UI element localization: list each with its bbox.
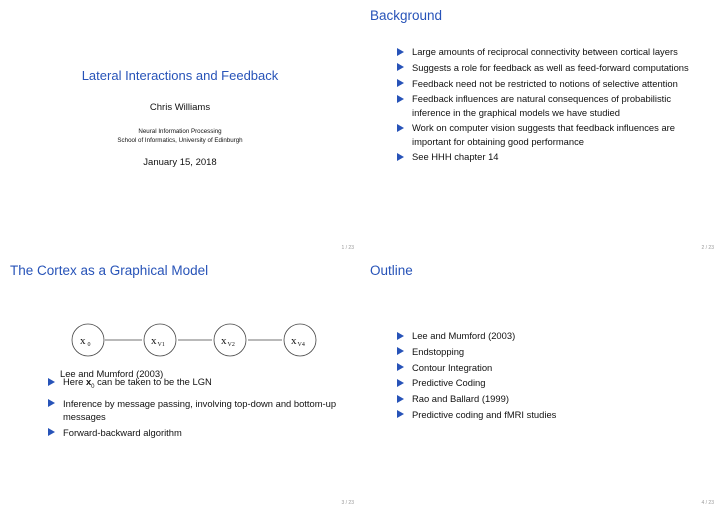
list-item	[395, 121, 701, 147]
list-item	[395, 329, 695, 342]
list-item	[395, 150, 701, 163]
text-part: can be taken to be the LGN	[94, 376, 212, 387]
list-item-text: Work on computer vision suggests that feedback influences are important for obtaining good performance	[412, 122, 675, 147]
triangle-bullet-icon	[48, 399, 55, 407]
triangle-bullet-icon	[397, 347, 404, 355]
slide-3	[0, 255, 360, 510]
list-item	[395, 376, 695, 389]
list-item-text: Large amounts of reciprocal connectivity between cortical layers	[412, 46, 678, 57]
list-item-text: Inference by message passing, involving top-down and bottom-up messages	[63, 397, 337, 422]
bullet-list	[46, 375, 346, 441]
institution-line-2: School of Informatics, University of Edinburgh	[117, 136, 243, 144]
list-item-text: Predictive coding and fMRI studies	[412, 408, 557, 420]
list-item-text: Lee and Mumford (2003)	[412, 330, 516, 341]
bullet-list	[395, 45, 701, 166]
triangle-bullet-icon	[397, 395, 404, 403]
list-item	[395, 361, 695, 374]
triangle-bullet-icon	[397, 48, 404, 56]
list-item-text	[63, 376, 212, 390]
list-item	[46, 426, 346, 439]
list-item	[395, 45, 701, 58]
node-label: x	[151, 335, 157, 347]
triangle-bullet-icon	[48, 378, 55, 386]
list-item-text: Contour Integration	[412, 361, 493, 373]
triangle-bullet-icon	[397, 363, 404, 371]
triangle-bullet-icon	[397, 379, 404, 387]
text-part: Here	[63, 376, 86, 387]
institution-line-1: Neural Information Processing	[138, 128, 222, 135]
list-item-text: Feedback influences are natural consequences of probabilistic inference in the graphical models we have studied	[412, 93, 672, 118]
graph-node-xv2	[214, 324, 246, 356]
list-item	[46, 375, 346, 394]
list-item	[395, 61, 701, 74]
triangle-bullet-icon	[397, 63, 404, 71]
node-subscript: V1	[157, 342, 165, 348]
frame-title: Background	[370, 8, 443, 23]
list-item-text: Feedback need not be restricted to notions of selective attention	[412, 77, 678, 89]
list-item-text: Predictive Coding	[412, 377, 486, 389]
presentation-title: Lateral Interactions and Feedback	[81, 68, 279, 83]
list-item	[395, 408, 695, 421]
frame-title: Outline	[370, 263, 413, 278]
page-number: 4 / 23	[701, 500, 714, 506]
list-item-text: Endstopping	[412, 345, 465, 357]
list-item	[395, 92, 701, 118]
presentation-date: January 15, 2018	[143, 157, 217, 168]
frame-title: The Cortex as a Graphical Model	[10, 263, 209, 278]
graph-node-xv4	[284, 324, 316, 356]
page-number: 3 / 23	[341, 500, 354, 506]
node-subscript: 0	[87, 342, 91, 348]
node-label: x	[80, 335, 86, 347]
list-item-text: Suggests a role for feedback as well as feed-forward computations	[412, 61, 689, 73]
node-label: x	[221, 335, 227, 347]
slide-1	[0, 0, 360, 255]
node-subscript: V2	[227, 342, 235, 348]
bullet-list	[395, 329, 695, 424]
list-item	[46, 397, 346, 423]
list-item	[395, 392, 695, 405]
institution	[0, 128, 360, 145]
triangle-bullet-icon	[397, 153, 404, 161]
graph-node-x0	[72, 324, 104, 356]
variable-subscript: 0	[91, 383, 95, 390]
graphical-model-diagram	[70, 320, 320, 360]
triangle-bullet-icon	[397, 124, 404, 132]
triangle-bullet-icon	[397, 79, 404, 87]
bold-variable: x	[85, 376, 92, 387]
triangle-bullet-icon	[397, 410, 404, 418]
node-label: x	[291, 335, 297, 347]
list-item-text: See HHH chapter 14	[412, 151, 499, 163]
slide-2	[360, 0, 720, 255]
page-number: 2 / 23	[701, 245, 714, 251]
reference-text: Lee and Mumford (2003)	[60, 368, 164, 379]
list-item-text: Rao and Ballard (1999)	[412, 393, 509, 405]
triangle-bullet-icon	[397, 332, 404, 340]
slide-4	[360, 255, 720, 510]
graph-node-xv1	[144, 324, 176, 356]
triangle-bullet-icon	[48, 428, 55, 436]
list-item-text: Forward-backward algorithm	[63, 426, 182, 438]
page-number: 1 / 23	[341, 245, 354, 251]
list-item	[395, 345, 695, 358]
node-subscript: V4	[297, 342, 305, 348]
triangle-bullet-icon	[397, 95, 404, 103]
list-item	[395, 77, 701, 90]
author-name: Chris Williams	[149, 102, 211, 113]
